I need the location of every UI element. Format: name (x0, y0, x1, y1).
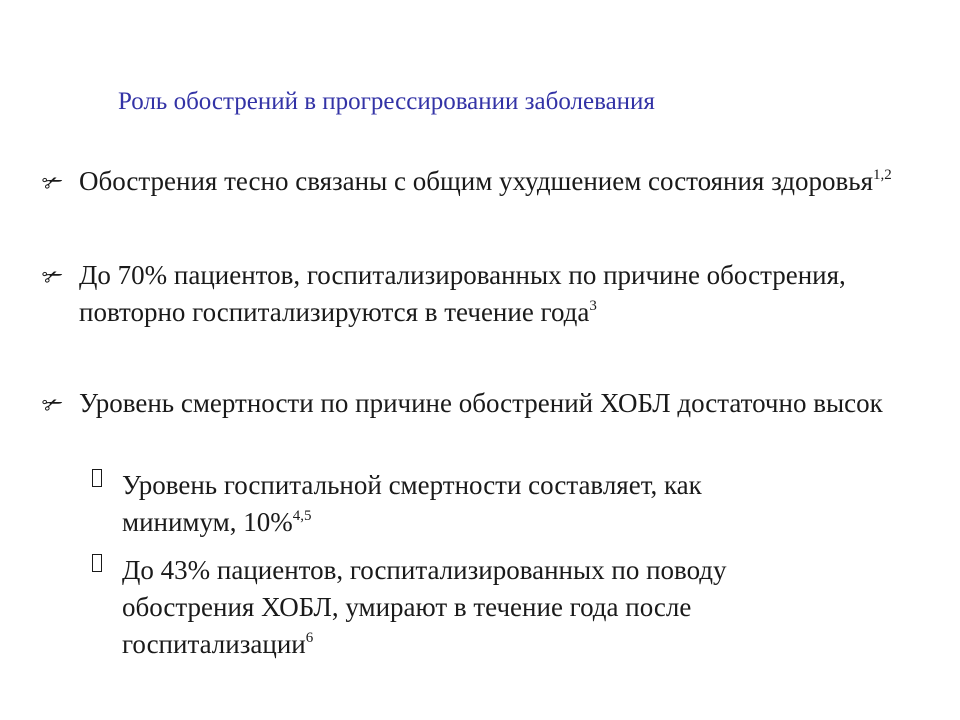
subbullet-text: Уровень госпитальной смертности составляет, как минимум, 10%$^{4,5}$ (122, 470, 702, 537)
bullet-text: Уровень смертности по причине обострений ХОБЛ достаточно высок (79, 388, 883, 418)
bullet-item (42, 385, 922, 422)
subbullet-text: До 43% пациентов, госпитализированных по поводу обострения ХОБЛ, умирают в течение года после госпитализации$^6$ (122, 555, 727, 659)
footnote-ref: 3 (589, 298, 597, 314)
footnote-ref: 4,5 (292, 508, 312, 524)
slide-title: Роль обострений в прогрессировании заболевания (118, 88, 655, 115)
bullet-text: Обострения тесно связаны с общим ухудшением состояния здоровья$^{1,2}$ (79, 166, 892, 196)
square-outline-icon (92, 469, 102, 487)
footnote-ref: 1,2 (873, 167, 892, 183)
footnote-ref: 6 (305, 630, 314, 646)
scissors-icon: ✃ (42, 390, 63, 419)
subbullet-item (92, 467, 812, 541)
scissors-icon: ✃ (42, 262, 63, 291)
bullet-item (42, 163, 922, 200)
subbullet-item (92, 552, 852, 663)
square-outline-icon (92, 554, 102, 572)
bullet-item (42, 257, 922, 331)
bullet-text: До 70% пациентов, госпитализированных по причине обострения, повторно госпитализируются в течение года$^3$ (79, 260, 846, 327)
scissors-icon: ✃ (42, 168, 63, 197)
